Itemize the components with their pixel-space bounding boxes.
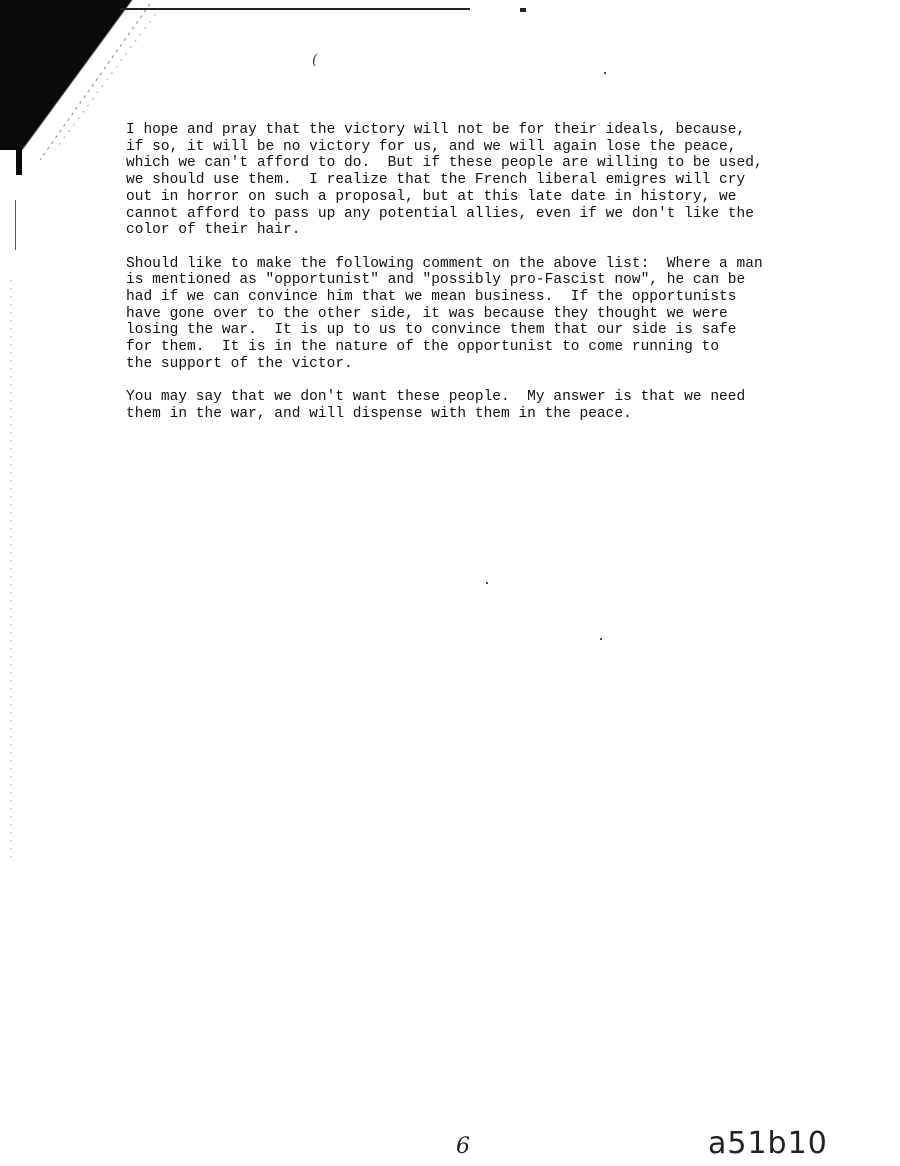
page-number: 6 (456, 1134, 470, 1159)
paragraph-2: Should like to make the following comment on the above list: Where a man is mentioned as "opportunist" and "possibly pro-Fascist now", he can be had if we can convince him that we mean business. If the opportunists have gone over to the other side, it was because they thought we were losing the war. It is up to us to convince them that our side is safe for them. It is in the nature of the opportunist to come running to the support of the victor. (126, 255, 763, 372)
paragraph-3: You may say that we don't want these people. My answer is that we need them in the war, and will dispense with them in the peace. (126, 389, 746, 422)
scan-speck (486, 582, 488, 584)
scan-left-edge-marks (6, 160, 16, 1060)
header-mark: ( (312, 52, 318, 68)
paragraph-1: I hope and pray that the victory will not be for their ideals, because, if so, it will be no victory for us, and we will again lose the peace, which we can't afford to do. But if these people are willing to be used, we should use them. I realize that the French liberal emigres will cry out in horror on such a proposal, but at this late date in history, we cannot afford to pass up any potential allies, even if we don't like the color of their hair. (126, 122, 763, 239)
scan-speck (600, 638, 602, 640)
scan-speck (604, 72, 606, 74)
archive-id-handwritten: a51b10 (708, 1126, 828, 1161)
scan-top-tick (520, 8, 526, 12)
scan-top-rule (120, 8, 470, 10)
letter-body (126, 122, 806, 439)
